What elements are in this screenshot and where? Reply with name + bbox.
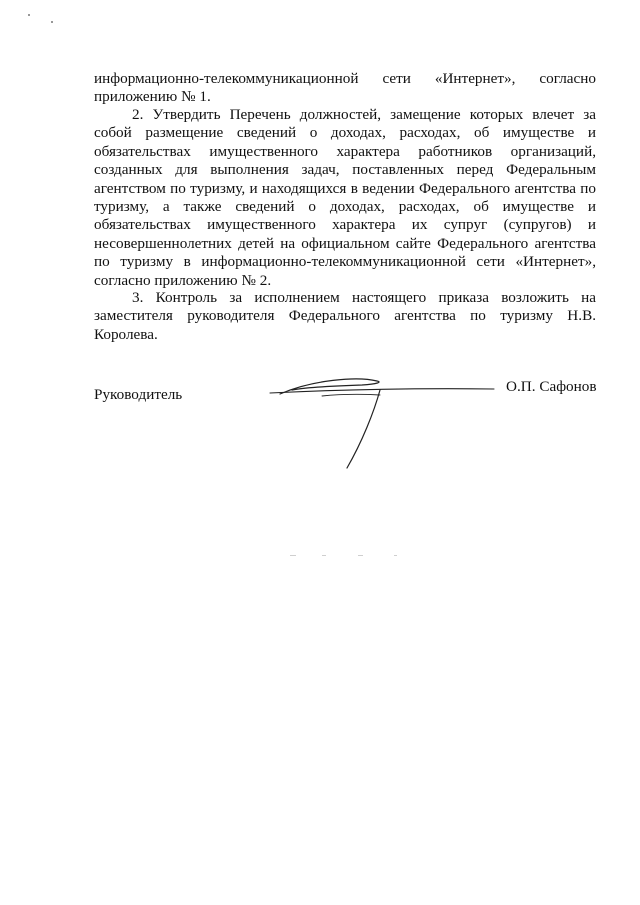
scan-artifact (394, 555, 397, 556)
signatory-position: Руководитель (94, 386, 183, 403)
scan-artifact (358, 555, 363, 556)
scan-speck (51, 21, 53, 23)
scan-artifact (290, 555, 296, 556)
scan-speck (28, 14, 30, 16)
paragraph-2-approve-list: 2. Утвердить Перечень должностей, замещение которых влечет за собой размещение сведений о доходах, расходах, об имуществе и обязательствах имущественного характера работников организаций, созданных для выполнения задач, поставленных перед Федеральным агентством по туризму, и находящихся в ведении Федерального агентства по туризму, а также сведений о доходах, расходах, об имуществе и обязательствах имущественного характера их супруг (супругов) и несовершеннолетних детей на официальном сайте Федерального агентства по туризму в информационно-телекоммуникационной сети «Интернет», согласно приложению № 2. (94, 106, 596, 289)
scan-artifact (322, 555, 326, 556)
paragraph-1-continuation: информационно-телекоммуникационной сети «Интернет», согласно приложению № 1. (94, 70, 596, 106)
signatory-name: О.П. Сафонов (506, 378, 597, 395)
paragraph-3-control: 3. Контроль за исполнением настоящего приказа возложить на заместителя руководителя Федерального агентства по туризму Н.В. Королева. (94, 289, 596, 343)
handwritten-signature (262, 372, 502, 472)
